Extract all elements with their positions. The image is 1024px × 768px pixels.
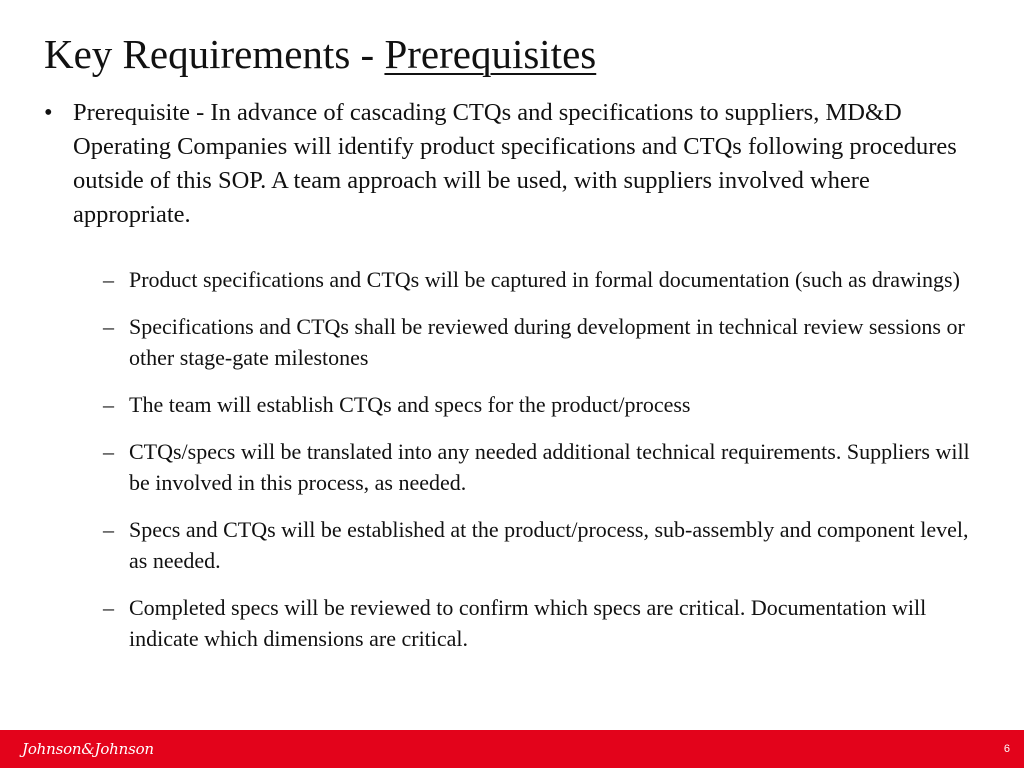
- main-bullet: [44, 96, 984, 232]
- footer-bar: [0, 730, 1024, 768]
- sub-bullet: [103, 264, 983, 295]
- sub-bullet-text: CTQs/specs will be translated into any needed additional technical requirements. Suppliers will be involved in this process, as needed.: [129, 439, 970, 495]
- sub-bullet-text: Specs and CTQs will be established at the product/process, sub-assembly and component level, as needed.: [129, 517, 969, 573]
- sub-bullet: [103, 389, 983, 420]
- sub-bullet-text: Specifications and CTQs shall be reviewed during development in technical review sessions or other stage-gate milestones: [129, 314, 965, 370]
- sub-bullet-text: Completed specs will be reviewed to confirm which specs are critical. Documentation will indicate which dimensions are critical.: [129, 595, 927, 651]
- main-bullet-text: Prerequisite - In advance of cascading CTQs and specifications to suppliers, MD&D Operating Companies will identify product specifications and CTQs following procedures outside of this SOP. A team approach will be used, with suppliers involved where appropriate.: [73, 99, 957, 228]
- dash-marker: –: [103, 595, 114, 620]
- dash-marker: –: [103, 392, 114, 417]
- slide-title-underlined: Prerequisites: [384, 31, 597, 77]
- sub-bullet: [103, 311, 983, 373]
- sub-bullet-list: [103, 264, 983, 670]
- dash-marker: –: [103, 517, 114, 542]
- sub-bullet: [103, 514, 983, 576]
- dash-marker: –: [103, 267, 114, 292]
- bullet-marker: •: [44, 99, 53, 126]
- sub-bullet: [103, 592, 983, 654]
- slide-title-prefix: Key Requirements -: [44, 31, 385, 77]
- company-logo: Johnson&Johnson: [22, 740, 154, 758]
- page-number: 6: [1003, 743, 1010, 755]
- slide-title: [44, 28, 596, 80]
- sub-bullet: [103, 436, 983, 498]
- dash-marker: –: [103, 439, 114, 464]
- sub-bullet-text: The team will establish CTQs and specs for the product/process: [129, 392, 691, 417]
- dash-marker: –: [103, 314, 114, 339]
- sub-bullet-text: Product specifications and CTQs will be captured in formal documentation (such as drawings): [129, 267, 960, 292]
